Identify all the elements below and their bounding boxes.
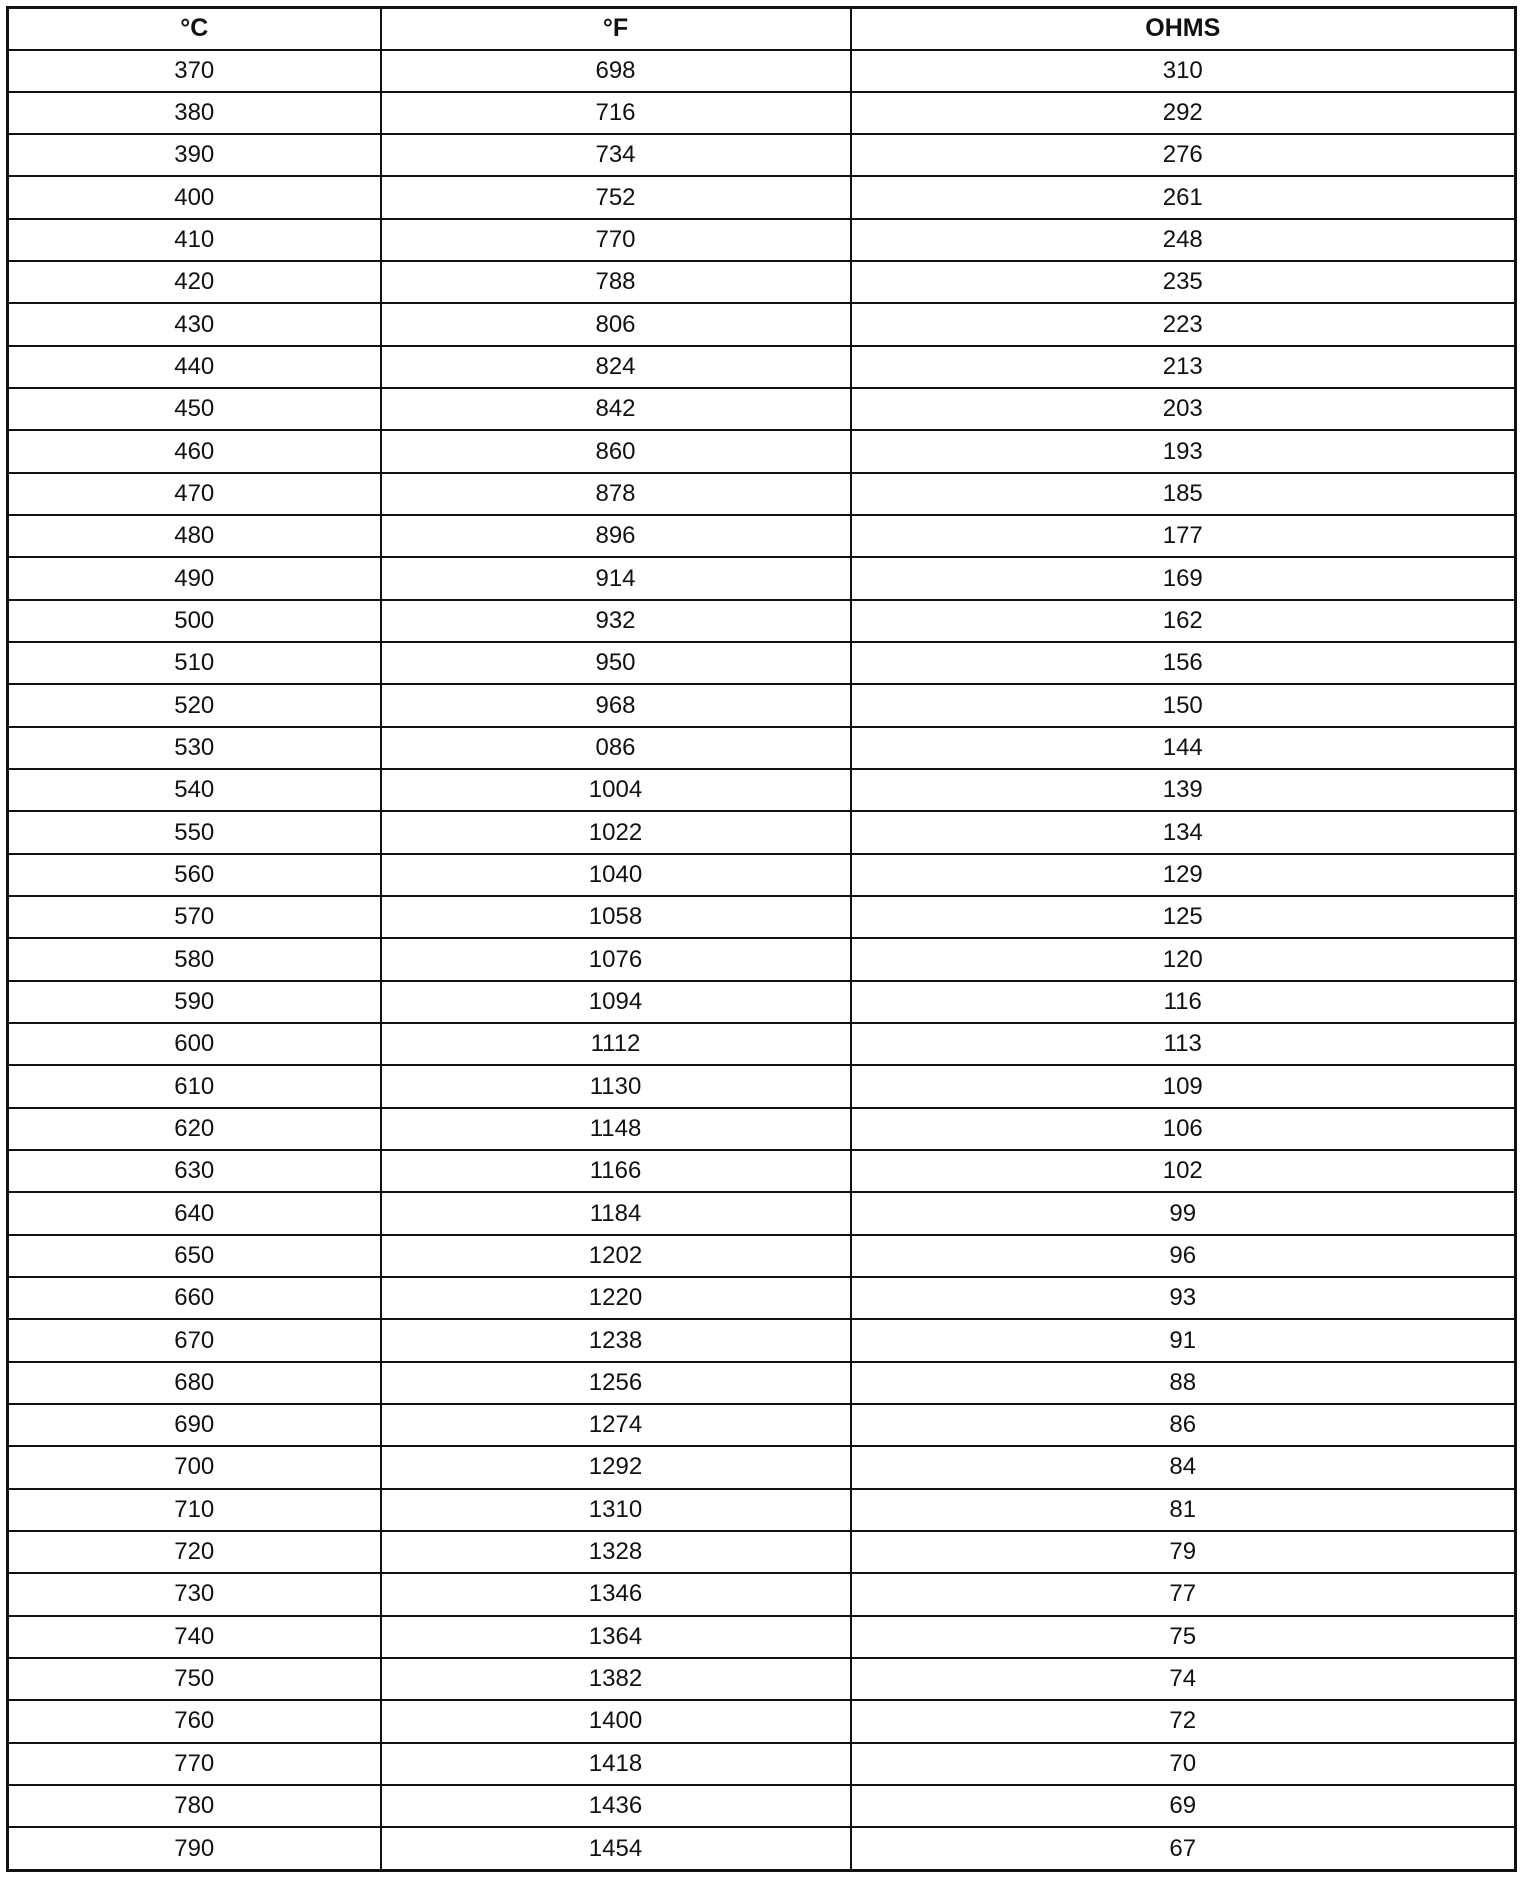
table-row xyxy=(8,219,1516,261)
cell-celsius: 500 xyxy=(8,600,381,642)
cell-celsius: 690 xyxy=(8,1404,381,1446)
table-row xyxy=(8,1616,1516,1658)
cell-fahrenheit: 1130 xyxy=(381,1065,851,1107)
cell-ohms: 88 xyxy=(851,1362,1516,1404)
cell-fahrenheit: 788 xyxy=(381,261,851,303)
cell-celsius: 490 xyxy=(8,557,381,599)
cell-ohms: 72 xyxy=(851,1700,1516,1742)
cell-ohms: 125 xyxy=(851,896,1516,938)
cell-celsius: 440 xyxy=(8,346,381,388)
cell-ohms: 70 xyxy=(851,1743,1516,1785)
cell-celsius: 670 xyxy=(8,1319,381,1361)
cell-fahrenheit: 842 xyxy=(381,388,851,430)
cell-celsius: 700 xyxy=(8,1446,381,1488)
cell-fahrenheit: 1400 xyxy=(381,1700,851,1742)
cell-fahrenheit: 1022 xyxy=(381,811,851,853)
table-row xyxy=(8,92,1516,134)
cell-fahrenheit: 878 xyxy=(381,473,851,515)
cell-fahrenheit: 1382 xyxy=(381,1658,851,1700)
cell-fahrenheit: 1292 xyxy=(381,1446,851,1488)
cell-fahrenheit: 860 xyxy=(381,430,851,472)
header-row xyxy=(8,8,1516,50)
table-row xyxy=(8,1446,1516,1488)
cell-fahrenheit: 1274 xyxy=(381,1404,851,1446)
cell-ohms: 120 xyxy=(851,938,1516,980)
cell-ohms: 84 xyxy=(851,1446,1516,1488)
cell-ohms: 81 xyxy=(851,1489,1516,1531)
cell-fahrenheit: 1310 xyxy=(381,1489,851,1531)
cell-fahrenheit: 1184 xyxy=(381,1192,851,1234)
cell-ohms: 86 xyxy=(851,1404,1516,1446)
cell-ohms: 67 xyxy=(851,1827,1516,1870)
cell-celsius: 710 xyxy=(8,1489,381,1531)
cell-fahrenheit: 1238 xyxy=(381,1319,851,1361)
table-row xyxy=(8,811,1516,853)
cell-ohms: 134 xyxy=(851,811,1516,853)
table-row xyxy=(8,981,1516,1023)
cell-ohms: 177 xyxy=(851,515,1516,557)
cell-ohms: 74 xyxy=(851,1658,1516,1700)
table-row xyxy=(8,1785,1516,1827)
cell-ohms: 139 xyxy=(851,769,1516,811)
table-row xyxy=(8,473,1516,515)
table-row xyxy=(8,600,1516,642)
cell-celsius: 580 xyxy=(8,938,381,980)
cell-fahrenheit: 806 xyxy=(381,303,851,345)
cell-fahrenheit: 1418 xyxy=(381,1743,851,1785)
cell-ohms: 106 xyxy=(851,1108,1516,1150)
cell-celsius: 780 xyxy=(8,1785,381,1827)
table-row xyxy=(8,1531,1516,1573)
cell-celsius: 620 xyxy=(8,1108,381,1150)
cell-celsius: 570 xyxy=(8,896,381,938)
cell-fahrenheit: 914 xyxy=(381,557,851,599)
cell-ohms: 248 xyxy=(851,219,1516,261)
cell-ohms: 129 xyxy=(851,854,1516,896)
table-row xyxy=(8,557,1516,599)
cell-celsius: 750 xyxy=(8,1658,381,1700)
table-row xyxy=(8,854,1516,896)
cell-ohms: 69 xyxy=(851,1785,1516,1827)
cell-fahrenheit: 1058 xyxy=(381,896,851,938)
cell-fahrenheit: 1076 xyxy=(381,938,851,980)
cell-fahrenheit: 716 xyxy=(381,92,851,134)
table-row xyxy=(8,388,1516,430)
cell-celsius: 460 xyxy=(8,430,381,472)
cell-fahrenheit: 1112 xyxy=(381,1023,851,1065)
cell-ohms: 150 xyxy=(851,684,1516,726)
table-row xyxy=(8,1150,1516,1192)
cell-ohms: 223 xyxy=(851,303,1516,345)
cell-celsius: 650 xyxy=(8,1235,381,1277)
cell-celsius: 590 xyxy=(8,981,381,1023)
cell-ohms: 79 xyxy=(851,1531,1516,1573)
cell-ohms: 203 xyxy=(851,388,1516,430)
cell-ohms: 75 xyxy=(851,1616,1516,1658)
cell-celsius: 550 xyxy=(8,811,381,853)
table-row xyxy=(8,1319,1516,1361)
cell-celsius: 640 xyxy=(8,1192,381,1234)
cell-celsius: 790 xyxy=(8,1827,381,1870)
cell-celsius: 730 xyxy=(8,1573,381,1615)
table-row xyxy=(8,1023,1516,1065)
cell-celsius: 400 xyxy=(8,176,381,218)
cell-fahrenheit: 1256 xyxy=(381,1362,851,1404)
table-row xyxy=(8,684,1516,726)
cell-fahrenheit: 698 xyxy=(381,50,851,92)
cell-ohms: 193 xyxy=(851,430,1516,472)
cell-ohms: 185 xyxy=(851,473,1516,515)
cell-celsius: 420 xyxy=(8,261,381,303)
cell-ohms: 99 xyxy=(851,1192,1516,1234)
cell-fahrenheit: 824 xyxy=(381,346,851,388)
cell-celsius: 600 xyxy=(8,1023,381,1065)
cell-fahrenheit: 1328 xyxy=(381,1531,851,1573)
cell-ohms: 113 xyxy=(851,1023,1516,1065)
cell-celsius: 520 xyxy=(8,684,381,726)
table-row xyxy=(8,1065,1516,1107)
cell-celsius: 770 xyxy=(8,1743,381,1785)
cell-celsius: 410 xyxy=(8,219,381,261)
cell-ohms: 93 xyxy=(851,1277,1516,1319)
cell-celsius: 390 xyxy=(8,134,381,176)
table-row xyxy=(8,1192,1516,1234)
cell-ohms: 109 xyxy=(851,1065,1516,1107)
cell-celsius: 510 xyxy=(8,642,381,684)
cell-fahrenheit: 932 xyxy=(381,600,851,642)
cell-ohms: 156 xyxy=(851,642,1516,684)
table-row xyxy=(8,1658,1516,1700)
temperature-resistance-table xyxy=(6,6,1517,1872)
table-row xyxy=(8,1743,1516,1785)
table-row xyxy=(8,515,1516,557)
cell-celsius: 720 xyxy=(8,1531,381,1573)
table-body xyxy=(8,50,1516,1871)
table-row xyxy=(8,727,1516,769)
cell-celsius: 450 xyxy=(8,388,381,430)
table-row xyxy=(8,176,1516,218)
cell-fahrenheit: 1166 xyxy=(381,1150,851,1192)
cell-fahrenheit: 950 xyxy=(381,642,851,684)
cell-fahrenheit: 1094 xyxy=(381,981,851,1023)
header-fahrenheit: °F xyxy=(381,8,851,50)
cell-ohms: 116 xyxy=(851,981,1516,1023)
header-ohms: OHMS xyxy=(851,8,1516,50)
cell-celsius: 530 xyxy=(8,727,381,769)
table-row xyxy=(8,1573,1516,1615)
cell-fahrenheit: 1148 xyxy=(381,1108,851,1150)
cell-fahrenheit: 086 xyxy=(381,727,851,769)
table-row xyxy=(8,303,1516,345)
cell-ohms: 162 xyxy=(851,600,1516,642)
table-row xyxy=(8,1108,1516,1150)
table-row xyxy=(8,1235,1516,1277)
cell-ohms: 169 xyxy=(851,557,1516,599)
table-row xyxy=(8,938,1516,980)
cell-ohms: 292 xyxy=(851,92,1516,134)
cell-ohms: 276 xyxy=(851,134,1516,176)
table-row xyxy=(8,769,1516,811)
table-row xyxy=(8,346,1516,388)
cell-fahrenheit: 1004 xyxy=(381,769,851,811)
cell-celsius: 470 xyxy=(8,473,381,515)
cell-celsius: 560 xyxy=(8,854,381,896)
cell-fahrenheit: 1220 xyxy=(381,1277,851,1319)
table-row xyxy=(8,1489,1516,1531)
table-row xyxy=(8,896,1516,938)
cell-fahrenheit: 1202 xyxy=(381,1235,851,1277)
cell-celsius: 740 xyxy=(8,1616,381,1658)
cell-celsius: 370 xyxy=(8,50,381,92)
table-row xyxy=(8,261,1516,303)
cell-ohms: 96 xyxy=(851,1235,1516,1277)
cell-fahrenheit: 896 xyxy=(381,515,851,557)
table-row xyxy=(8,1404,1516,1446)
cell-fahrenheit: 1364 xyxy=(381,1616,851,1658)
cell-fahrenheit: 1040 xyxy=(381,854,851,896)
cell-celsius: 660 xyxy=(8,1277,381,1319)
cell-ohms: 77 xyxy=(851,1573,1516,1615)
cell-fahrenheit: 734 xyxy=(381,134,851,176)
cell-ohms: 144 xyxy=(851,727,1516,769)
cell-celsius: 540 xyxy=(8,769,381,811)
table-row xyxy=(8,50,1516,92)
cell-fahrenheit: 752 xyxy=(381,176,851,218)
cell-fahrenheit: 770 xyxy=(381,219,851,261)
table-row xyxy=(8,642,1516,684)
cell-ohms: 261 xyxy=(851,176,1516,218)
cell-ohms: 235 xyxy=(851,261,1516,303)
cell-ohms: 310 xyxy=(851,50,1516,92)
cell-celsius: 680 xyxy=(8,1362,381,1404)
cell-fahrenheit: 1436 xyxy=(381,1785,851,1827)
table-row xyxy=(8,1827,1516,1870)
table-row xyxy=(8,1700,1516,1742)
cell-celsius: 630 xyxy=(8,1150,381,1192)
table-row xyxy=(8,1277,1516,1319)
cell-fahrenheit: 1346 xyxy=(381,1573,851,1615)
cell-ohms: 213 xyxy=(851,346,1516,388)
header-celsius: °C xyxy=(8,8,381,50)
table-row xyxy=(8,430,1516,472)
cell-fahrenheit: 968 xyxy=(381,684,851,726)
cell-celsius: 760 xyxy=(8,1700,381,1742)
cell-celsius: 610 xyxy=(8,1065,381,1107)
cell-ohms: 91 xyxy=(851,1319,1516,1361)
table-row xyxy=(8,134,1516,176)
cell-ohms: 102 xyxy=(851,1150,1516,1192)
table-row xyxy=(8,1362,1516,1404)
cell-celsius: 480 xyxy=(8,515,381,557)
cell-celsius: 380 xyxy=(8,92,381,134)
cell-fahrenheit: 1454 xyxy=(381,1827,851,1870)
cell-celsius: 430 xyxy=(8,303,381,345)
